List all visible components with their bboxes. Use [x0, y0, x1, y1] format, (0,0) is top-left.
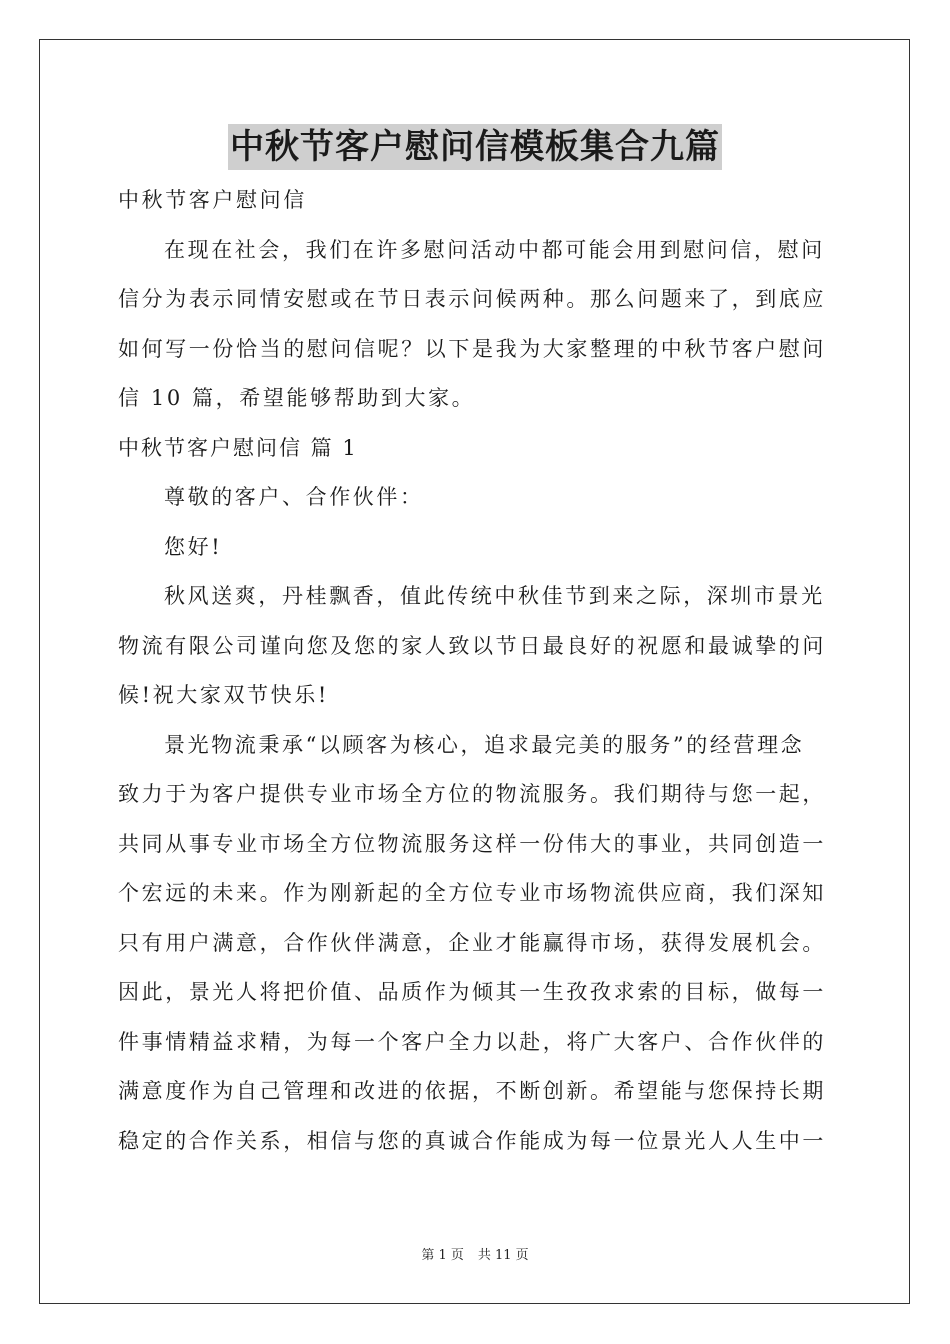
text-line: 尊敬的客户、合作伙伴： — [164, 485, 424, 509]
text-line: 件事情精益求精，为每一个客户全力以赴，将广大客户、合作伙伴的 — [118, 1029, 826, 1054]
page-number: 第 1 页 — [421, 1248, 464, 1263]
page-total: 共 11 页 — [477, 1248, 529, 1263]
text-line: 稳定的合作关系，相信与您的真诚合作能成为每一位景光人人生中一 — [118, 1128, 826, 1153]
title-wrap — [0, 124, 950, 170]
text-line: 个宏远的未来。作为刚新起的全方位专业市场物流供应商，我们深知 — [118, 881, 826, 905]
text-line: 您好! — [164, 534, 223, 559]
text-line: 致力于为客户提供专业市场全方位的物流服务。我们期待与您一起， — [118, 782, 826, 806]
text-line: 只有用户满意，合作伙伴满意，企业才能赢得市场，获得发展机会。 — [118, 930, 826, 955]
text-line: 满意度作为自己管理和改进的依据，不断创新。希望能与您保持长期 — [118, 1079, 826, 1103]
text-line: 景光物流秉承“以顾客为核心，追求最完美的服务”的经营理念 — [164, 732, 805, 757]
page-footer — [0, 1244, 950, 1263]
document-title: 中秋节客户慰问信模板集合九篇 — [228, 124, 722, 170]
text-line: 物流有限公司谨向您及您的家人致以节日最良好的祝愿和最诚挚的问 — [118, 633, 826, 658]
text-line: 如何写一份恰当的慰问信呢？以下是我为大家整理的中秋节客户慰问 — [118, 336, 826, 361]
document-body — [118, 176, 834, 1166]
text-line: 候!祝大家双节快乐! — [118, 683, 329, 707]
text-line: 中秋节客户慰问信 — [118, 188, 307, 212]
text-line: 因此，景光人将把价值、品质作为倾其一生孜孜求索的目标，做每一 — [118, 980, 826, 1004]
text-line: 信分为表示同情安慰或在节日表示问候两种。那么问题来了，到底应 — [118, 287, 826, 311]
text-line: 信 10 篇，希望能够帮助到大家。 — [118, 386, 476, 410]
text-line: 在现在社会，我们在许多慰问活动中都可能会用到慰问信，慰问 — [164, 237, 825, 262]
section-heading: 中秋节客户慰问信 篇 1 — [118, 435, 358, 460]
text-line: 秋风送爽，丹桂飘香，值此传统中秋佳节到来之际，深圳市景光 — [164, 584, 825, 608]
text-line: 共同从事专业市场全方位物流服务这样一份伟大的事业，共同创造一 — [118, 831, 826, 856]
